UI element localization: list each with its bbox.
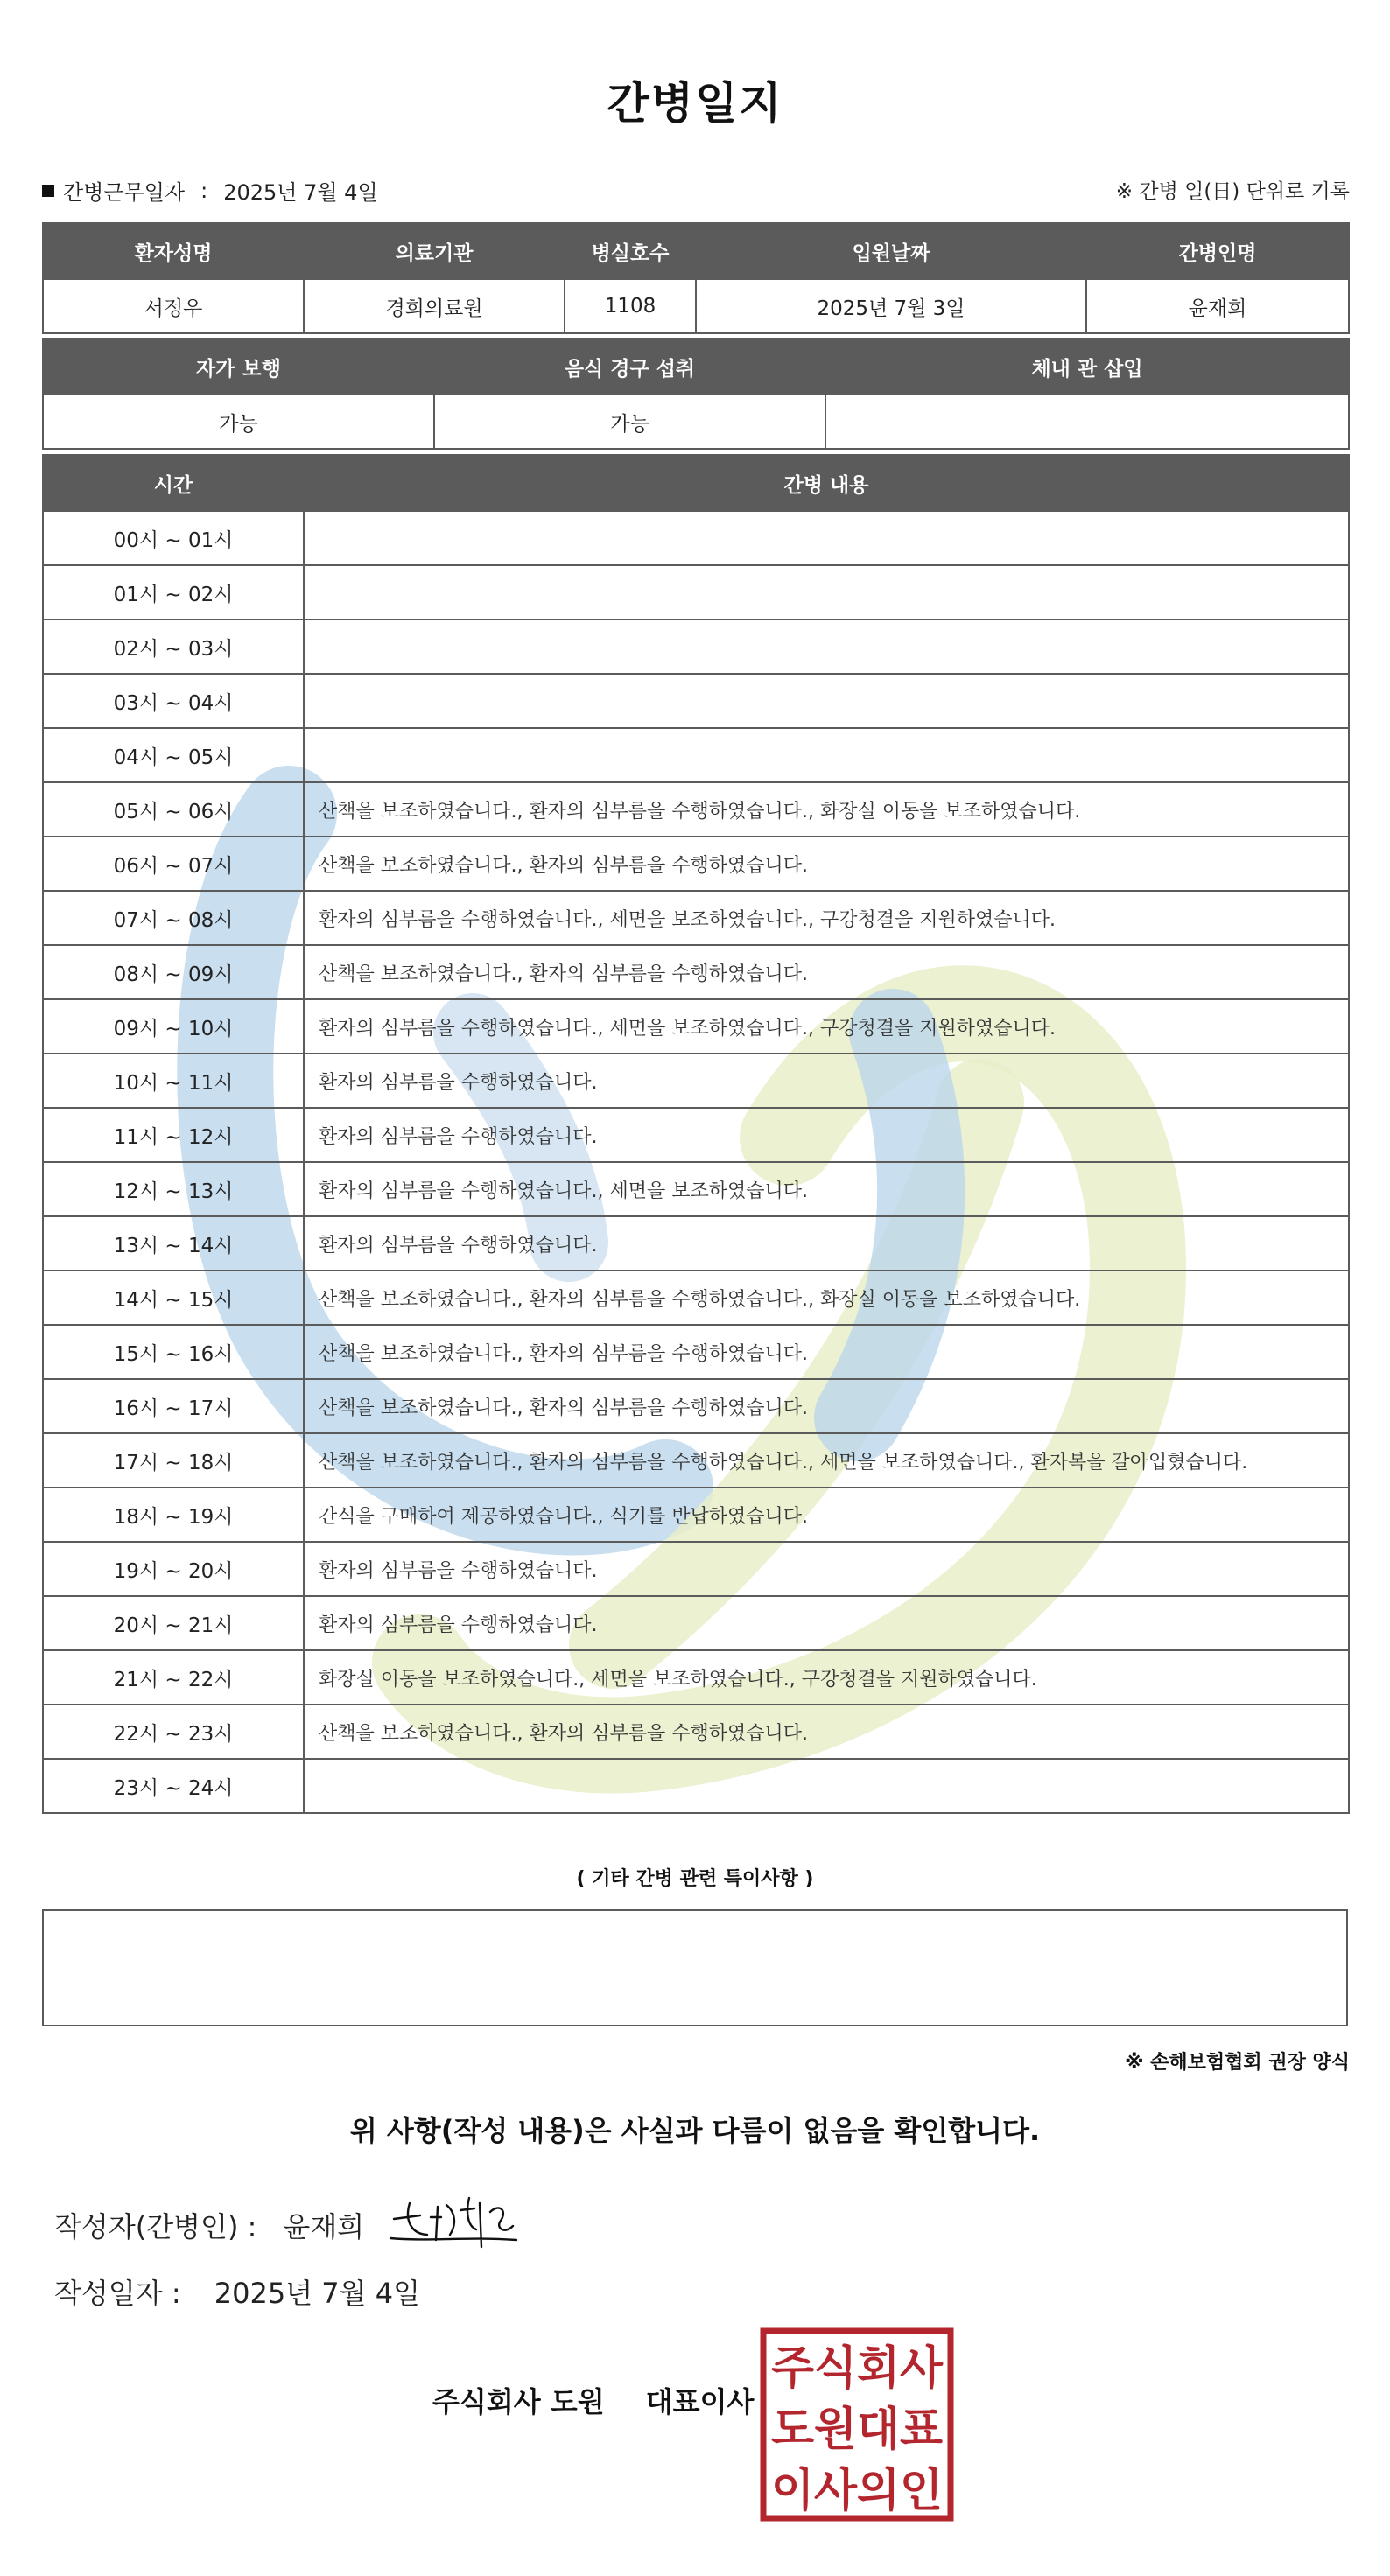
document-title: 간병일지	[607, 78, 783, 129]
record-unit-note: ※ 간병 일(日) 단위로 기록	[1115, 180, 1350, 203]
special-notes-label: ( 기타 간병 관련 특이사항 )	[576, 1868, 814, 1890]
patient-info-header-row	[43, 223, 1349, 279]
company-seal-stamp	[760, 2328, 954, 2522]
care-log-row	[43, 1759, 1349, 1813]
care-log-row	[43, 1325, 1349, 1379]
care-log-row	[43, 1542, 1349, 1596]
care-content-cell: 산책을 보조하였습니다., 환자의 심부름을 수행하였습니다., 세면을 보조하였습니다., 환자복을 갈아입혔습니다.	[304, 1433, 1349, 1488]
time-cell: 00시 ~ 01시	[43, 511, 304, 565]
time-cell: 09시 ~ 10시	[43, 999, 304, 1054]
time-cell: 11시 ~ 12시	[43, 1108, 304, 1162]
header-tube-insertion: 체내 관 삽입	[825, 339, 1349, 395]
care-log-row	[43, 891, 1349, 945]
care-content-cell: 환자의 심부름을 수행하였습니다.	[304, 1216, 1349, 1270]
care-content-cell: 산책을 보조하였습니다., 환자의 심부름을 수행하였습니다.	[304, 1325, 1349, 1379]
hospital-value: 경희의료원	[304, 279, 565, 333]
duty-date-separator: :	[200, 178, 208, 203]
care-log-row	[43, 1488, 1349, 1542]
care-log-row	[43, 1704, 1349, 1759]
care-log-row	[43, 1270, 1349, 1325]
time-cell: 16시 ~ 17시	[43, 1379, 304, 1433]
care-content-cell: 산책을 보조하였습니다., 환자의 심부름을 수행하였습니다., 화장실 이동을 보조하였습니다.	[304, 1270, 1349, 1325]
time-cell: 08시 ~ 09시	[43, 945, 304, 999]
header-admission-date: 입원날짜	[696, 223, 1086, 279]
header-hospital: 의료기관	[304, 223, 565, 279]
care-log-row	[43, 1054, 1349, 1108]
care-content-cell: 산책을 보조하였습니다., 환자의 심부름을 수행하였습니다.	[304, 1379, 1349, 1433]
header-care-content: 간병 내용	[304, 455, 1349, 511]
care-log-row	[43, 620, 1349, 674]
patient-status-value-row	[43, 395, 1349, 449]
care-log-row	[43, 945, 1349, 999]
care-content-cell	[304, 728, 1349, 782]
time-cell: 22시 ~ 23시	[43, 1704, 304, 1759]
caregiver-name-value: 윤재희	[1086, 279, 1349, 333]
time-cell: 04시 ~ 05시	[43, 728, 304, 782]
care-log-row	[43, 782, 1349, 836]
patient-info-value-row	[43, 279, 1349, 333]
time-cell: 21시 ~ 22시	[43, 1650, 304, 1704]
oral-intake-value: 가능	[434, 395, 825, 449]
care-log-row	[43, 999, 1349, 1054]
care-content-cell: 환자의 심부름을 수행하였습니다.	[304, 1596, 1349, 1650]
care-log-row	[43, 1433, 1349, 1488]
written-date-value: 2025년 7월 4일	[214, 2277, 421, 2310]
care-content-cell: 산책을 보조하였습니다., 환자의 심부름을 수행하였습니다.	[304, 1704, 1349, 1759]
time-cell: 01시 ~ 02시	[43, 565, 304, 620]
care-content-cell: 환자의 심부름을 수행하였습니다.	[304, 1108, 1349, 1162]
company-name: 주식회사 도원	[432, 2385, 605, 2418]
svg-text:주식회사: 주식회사	[771, 2342, 944, 2395]
square-bullet-icon	[42, 185, 54, 197]
self-walking-value: 가능	[43, 395, 434, 449]
care-log-row	[43, 1379, 1349, 1433]
care-content-cell	[304, 620, 1349, 674]
handwritten-signature	[385, 2186, 543, 2256]
care-content-cell: 환자의 심부름을 수행하였습니다.	[304, 1054, 1349, 1108]
company-line	[432, 2380, 754, 2420]
care-content-cell: 산책을 보조하였습니다., 환자의 심부름을 수행하였습니다.	[304, 836, 1349, 891]
care-content-cell: 화장실 이동을 보조하였습니다., 세면을 보조하였습니다., 구강청결을 지원하였습니다.	[304, 1650, 1349, 1704]
care-content-cell: 환자의 심부름을 수행하였습니다., 세면을 보조하였습니다., 구강청결을 지원하였습니다.	[304, 999, 1349, 1054]
written-date-label: 작성일자 :	[54, 2277, 181, 2310]
writer-label: 작성자(간병인) :	[54, 2210, 257, 2244]
header-patient-name: 환자성명	[43, 223, 304, 279]
header-room-number: 병실호수	[565, 223, 696, 279]
care-log-row	[43, 1108, 1349, 1162]
care-content-cell	[304, 565, 1349, 620]
care-content-cell	[304, 674, 1349, 728]
care-log-table	[42, 454, 1350, 1814]
care-content-cell: 환자의 심부름을 수행하였습니다., 세면을 보조하였습니다.	[304, 1162, 1349, 1216]
care-log-row	[43, 836, 1349, 891]
company-ceo-title: 대표이사	[645, 2385, 755, 2418]
tube-insertion-value	[825, 395, 1349, 449]
patient-status-table	[42, 338, 1350, 450]
duty-date-line	[42, 175, 378, 206]
care-log-row	[43, 1216, 1349, 1270]
patient-info-table	[42, 222, 1350, 334]
header-oral-intake: 음식 경구 섭취	[434, 339, 825, 395]
care-log-row	[43, 1162, 1349, 1216]
time-cell: 03시 ~ 04시	[43, 674, 304, 728]
duty-date-label: 간병근무일자	[63, 180, 186, 205]
patient-name-value: 서정우	[43, 279, 304, 333]
care-log-row	[43, 565, 1349, 620]
care-content-cell: 환자의 심부름을 수행하였습니다., 세면을 보조하였습니다., 구강청결을 지원하였습니다.	[304, 891, 1349, 945]
time-cell: 12시 ~ 13시	[43, 1162, 304, 1216]
care-log-row	[43, 1650, 1349, 1704]
care-content-cell	[304, 1759, 1349, 1813]
time-cell: 06시 ~ 07시	[43, 836, 304, 891]
header-time: 시간	[43, 455, 304, 511]
time-cell: 18시 ~ 19시	[43, 1488, 304, 1542]
time-cell: 13시 ~ 14시	[43, 1216, 304, 1270]
care-content-cell: 간식을 구매하여 제공하였습니다., 식기를 반납하였습니다.	[304, 1488, 1349, 1542]
confirmation-statement: 위 사항(작성 내용)은 사실과 다름이 없음을 확인합니다.	[349, 2114, 1041, 2147]
time-cell: 02시 ~ 03시	[43, 620, 304, 674]
care-content-cell: 환자의 심부름을 수행하였습니다.	[304, 1542, 1349, 1596]
time-cell: 05시 ~ 06시	[43, 782, 304, 836]
time-cell: 17시 ~ 18시	[43, 1433, 304, 1488]
header-self-walking: 자가 보행	[43, 339, 434, 395]
patient-status-header-row	[43, 339, 1349, 395]
time-cell: 23시 ~ 24시	[43, 1759, 304, 1813]
admission-date-value: 2025년 7월 3일	[696, 279, 1086, 333]
special-notes-box	[42, 1909, 1348, 2026]
writer-line	[54, 2205, 364, 2245]
time-cell: 07시 ~ 08시	[43, 891, 304, 945]
care-content-cell: 산책을 보조하였습니다., 환자의 심부름을 수행하였습니다.	[304, 945, 1349, 999]
header-caregiver-name: 간병인명	[1086, 223, 1349, 279]
svg-text:이사의인: 이사의인	[771, 2465, 943, 2517]
time-cell: 19시 ~ 20시	[43, 1542, 304, 1596]
time-cell: 15시 ~ 16시	[43, 1325, 304, 1379]
care-log-row	[43, 511, 1349, 565]
time-cell: 20시 ~ 21시	[43, 1596, 304, 1650]
written-date-line	[54, 2272, 420, 2312]
writer-name: 윤재희	[283, 2210, 365, 2244]
care-log-row	[43, 1596, 1349, 1650]
form-source-note: ※ 손해보험협회 권장 양식	[1125, 2052, 1350, 2074]
time-cell: 10시 ~ 11시	[43, 1054, 304, 1108]
care-content-cell: 산책을 보조하였습니다., 환자의 심부름을 수행하였습니다., 화장실 이동을 보조하였습니다.	[304, 782, 1349, 836]
care-content-cell	[304, 511, 1349, 565]
care-log-row	[43, 674, 1349, 728]
room-number-value: 1108	[565, 279, 696, 333]
duty-date-value: 2025년 7월 4일	[223, 180, 378, 205]
svg-text:도원대표: 도원대표	[771, 2404, 943, 2456]
care-log-row	[43, 728, 1349, 782]
time-cell: 14시 ~ 15시	[43, 1270, 304, 1325]
care-log-header-row	[43, 455, 1349, 511]
